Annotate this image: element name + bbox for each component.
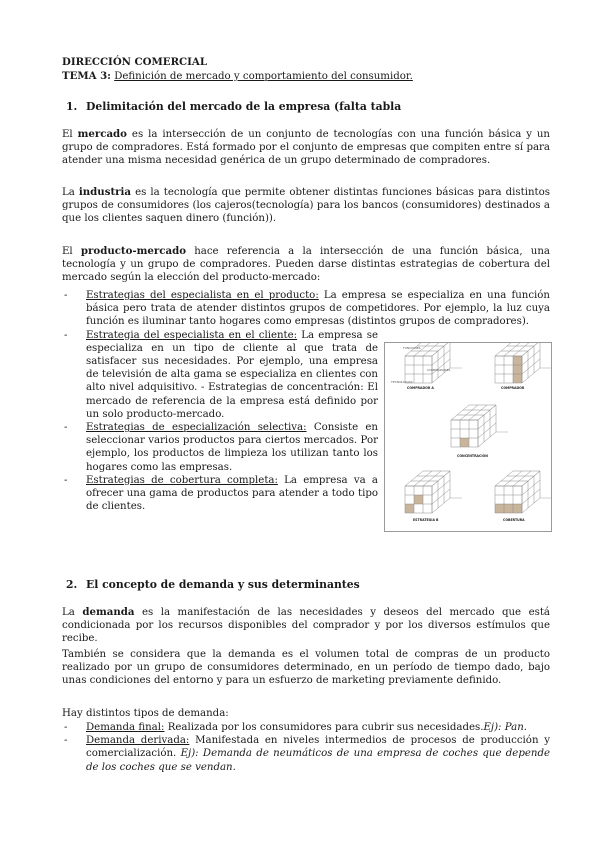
topic-title: Definición de mercado y comportamiento del consumidor. — [114, 71, 413, 82]
cube-3-side-depth — [478, 423, 496, 438]
paragraph-industria: La industria es la tecnología que permite obtener distintas funciones básicas para distintos grupos de consumidores (los cajeros(tecnología) para los bancos (consumidores) destinados a que los clientes saquen dinero (función)). — [62, 186, 550, 225]
cube-2-filled-cell — [513, 356, 522, 365]
section2-heading — [66, 578, 360, 591]
list-item: - Demanda final: Realizada por los consumidores para cubrir sus necesidades.Ej): Pan. — [62, 721, 550, 734]
cube-3-side-depth — [478, 405, 496, 420]
cube-1-side-depth — [432, 350, 450, 365]
market-coverage-figure — [384, 342, 552, 532]
cube-4-side-depth — [432, 480, 450, 495]
section2-number: 2. — [66, 578, 78, 591]
cube-5-filled-cell — [504, 504, 513, 513]
section1-heading — [66, 100, 401, 113]
cube-4-top-depth — [423, 471, 441, 486]
cube-5-side-depth — [522, 471, 540, 486]
cube-4-side-depth — [432, 471, 450, 486]
cube-2-top-depth — [513, 343, 531, 356]
paragraph-tipos: Hay distintos tipos de demanda: — [62, 708, 229, 719]
paragraph-mercado: El mercado es la intersección de un conjunto de tecnologías con una función básica y un grupo de compradores. Está formado por el conjunto de empresas que compiten entre sí para atender una misma necesidad genérica de un grupo determinado de compradores. — [62, 128, 550, 167]
cube-5-side-depth — [522, 480, 540, 495]
course-title: DIRECCIÓN COMERCIAL — [62, 56, 207, 68]
cube-3-top-depth — [451, 405, 469, 420]
cube-4-top-depth — [414, 471, 432, 486]
cube-4-side-depth — [432, 498, 450, 513]
cube-5-top-depth — [504, 471, 522, 486]
paragraph-producto-mercado: El producto-mercado hace referencia a la intersección de una función básica, una tecnología y un grupo de compradores. Pueden darse distintas estrategias de cobertura del mercado según la elección del producto-mercado: — [62, 245, 550, 284]
topic-prefix: TEMA 3: — [62, 70, 111, 82]
cube-4-filled-cell — [405, 504, 414, 513]
list-item: - Estrategia del especialista en el cliente: La empresa se especializa en un tipo de cliente al que trata de satisfacer sus necesidades. Por ejemplo, una empresa de televisión de alta gama se especializa en clientes con alto nivel adquisitivo. - Estrategias de concentración: El mercado de referencia de la empresa está definido por un solo producto-mercado. — [62, 329, 378, 421]
demand-types-list — [62, 721, 550, 774]
cube-5-filled-cell — [495, 504, 504, 513]
term-industria: industria — [78, 186, 131, 198]
cube-4-top-depth — [405, 471, 423, 486]
cube-4-side-depth — [432, 489, 450, 504]
paragraph-demanda: La demanda es la manifestación de las necesidades y deseos del mercado que está condicionada por los recursos disponibles del comprador y por los diversos estímulos que recibe. — [62, 606, 550, 645]
cube-3-filled-cell — [460, 438, 469, 447]
list-item: - Estrategias de especialización selectiva: Consiste en seleccionar varios productos para ciertos mercados. Por ejemplo, los productos de limpieza los utilizan tanto los hogares como las empresas. — [62, 421, 378, 474]
cube-5-side-depth — [522, 489, 540, 504]
caption-2: COMPRADOR — [501, 386, 525, 390]
cube-2-side-depth — [522, 350, 540, 365]
axis-compradores-label: COMPRADORES — [427, 368, 451, 372]
term-mercado: mercado — [77, 128, 127, 140]
cube-2-side-depth — [522, 343, 540, 356]
axis-funciones-label: FUNCIONES — [403, 346, 421, 350]
cube-5-top-depth — [513, 471, 531, 486]
section2-title: El concepto de demanda y sus determinantes — [86, 578, 360, 591]
axis-tecnologias-label: TECNOLOGÍAS — [391, 380, 413, 384]
cube-2-side-depth — [522, 368, 540, 383]
term-demanda: demanda — [82, 606, 135, 618]
cube-2-filled-cell — [513, 374, 522, 383]
cube-2-side-depth — [522, 359, 540, 374]
caption-1: COMPRADOR A — [407, 386, 434, 390]
list-item: - Estrategias de cobertura completa: La empresa va a ofrecer una gama de productos para atender a todo tipo de clientes. — [62, 474, 378, 514]
cube-5-filled-cell — [513, 504, 522, 513]
cube-3-side-depth — [478, 432, 496, 447]
cube-3-top-depth — [460, 405, 478, 420]
cube-2-top-depth — [495, 343, 513, 356]
topic-line — [62, 70, 550, 83]
cube-4-filled-cell — [414, 495, 423, 504]
cube-5-side-depth — [522, 498, 540, 513]
paragraph-volumen: También se considera que la demanda es el volumen total de compras de un producto realizado por un grupo de consumidores determinado, en un período de tiempo dado, bajo unas condiciones del entorno y para un esfuerzo de marketing previamente definido. — [62, 649, 550, 687]
cube-3-side-depth — [478, 414, 496, 429]
list-item: - Estrategias del especialista en el producto: La empresa se especializa en una función básica pero trata de atender distintos grupos de competidores. Por ejemplo, la luz cuya función es iluminar tanto hogares como empresas (distintos grupos de compradores). — [62, 289, 550, 329]
caption-5: COBERTURA — [503, 518, 525, 522]
strategy-cubes-diagram — [385, 343, 551, 531]
term-producto-mercado: producto-mercado — [80, 245, 187, 257]
section1-number: 1. — [66, 100, 78, 113]
cube-5-top-depth — [495, 471, 513, 486]
cube-1-top-depth — [423, 343, 441, 356]
caption-3: CONCENTRACIÓN — [457, 454, 488, 458]
list-item: - Demanda derivada: Manifestada en niveles intermedios de procesos de producción y comercialización. Ej): Demanda de neumáticos de una empresa de coches que depende de los coches que se vendan. — [62, 734, 550, 774]
section1-title: Delimitación del mercado de la empresa (falta tabla — [86, 100, 402, 113]
cube-2-top-depth — [504, 343, 522, 356]
caption-4: ESTRATEGIA B — [413, 518, 439, 522]
cube-1-side-depth — [432, 343, 450, 356]
cube-2-filled-cell — [513, 365, 522, 374]
cube-3-top-depth — [469, 405, 487, 420]
